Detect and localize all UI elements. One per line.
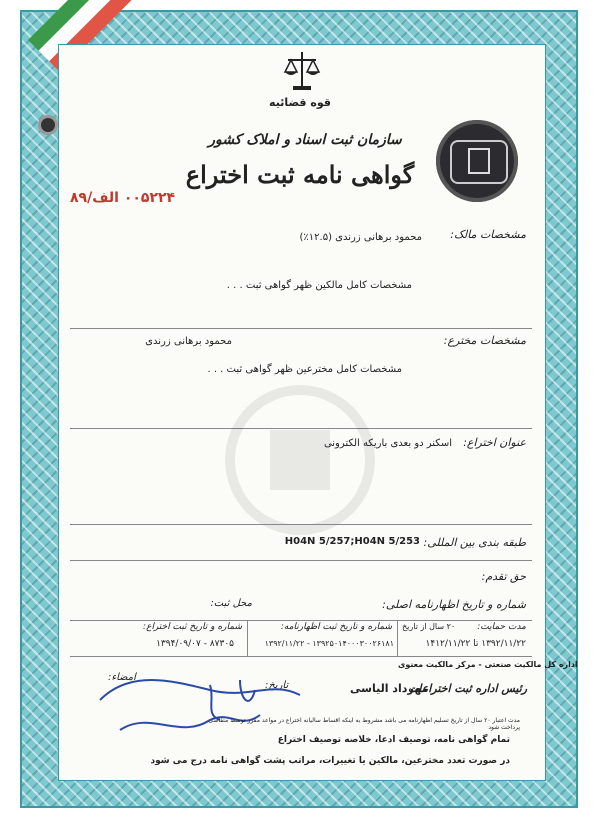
owner-label: مشخصات مالک: xyxy=(450,228,526,241)
application-cell xyxy=(247,620,398,656)
term-label: مدت حمایت: xyxy=(477,622,526,632)
owner-note: مشخصات کامل مالکین ظهر گواهی ثبت . . . xyxy=(226,280,412,291)
inventor-label: مشخصات مخترع: xyxy=(443,334,526,347)
classification-value: H04N 5/257;H04N 5/253 xyxy=(284,536,420,547)
registration-cell xyxy=(70,620,248,656)
term-dates: ۱۳۹۲/۱۱/۲۲ تا ۱۴۱۲/۱۱/۲۲ xyxy=(425,639,526,649)
classification-section xyxy=(70,524,532,561)
organization-name: سازمان ثبت اسناد و املاک کشور xyxy=(208,132,402,148)
scales-emblem-icon xyxy=(283,48,321,94)
certificate-title: گواهی نامه ثبت اختراع xyxy=(185,160,415,189)
registration-place-label: محل ثبت: xyxy=(210,598,252,609)
owner-name: محمود برهانی زرندی (۱۲.۵٪) xyxy=(299,232,422,243)
dates-grid xyxy=(70,620,532,657)
inventor-name: محمود برهانی زرندی xyxy=(145,336,232,347)
invention-title-value: اسکنر دو بعدی باریکه الکترونی xyxy=(323,438,452,449)
punch-hole xyxy=(38,115,58,135)
date-label: تاریخ: xyxy=(265,680,289,691)
application-value: ۱۳۹۲۵۰۱۴۰۰۰۳۰۰۲۶۱۸۱ - ۱۳۹۲/۱۱/۲۲ xyxy=(264,639,394,648)
classification-label: طبقه بندی بین المللی: xyxy=(423,536,526,549)
footer-note-1: تمام گواهی نامه، توصیف ادعا، خلاصه توصیف اختراع xyxy=(277,735,510,745)
term-value: ۲۰ سال از تاریخ xyxy=(402,622,456,631)
office-stamp: اداره کل مالکیت صنعتی - مرکز مالکیت معنوی xyxy=(398,660,578,669)
registration-value: ۸۷۳۰۵ - ۱۳۹۴/۰۹/۰۷ xyxy=(156,639,234,649)
origin-label: شماره و تاریخ اظهارنامه اصلی: xyxy=(382,598,526,611)
invention-title-label: عنوان اختراع: xyxy=(463,436,526,449)
official-seal-stamp xyxy=(436,120,518,202)
judiciary-label: قوه قضائیه xyxy=(269,96,331,109)
inventor-note: مشخصات کامل مخترعین ظهر گواهی ثبت . . . xyxy=(207,364,402,375)
registration-label: شماره و تاریخ ثبت اختراع: xyxy=(143,622,242,632)
term-cell xyxy=(397,620,532,656)
office-title: رئیس اداره ثبت اختراعات xyxy=(408,682,528,695)
origin-section xyxy=(70,592,532,621)
invention-title-section xyxy=(70,428,532,525)
priority-section xyxy=(70,560,532,592)
footer-note-2: در صورت تعدد مخترعین، مالکین یا تغییرات، مراتب پشت گواهی نامه درج می شود xyxy=(150,756,510,766)
owner-section xyxy=(70,222,532,329)
document-number: ۰۰۵۲۲۴ الف/۸۹ xyxy=(70,190,176,206)
priority-label: حق تقدم: xyxy=(481,570,526,583)
sign-label: امضاء: xyxy=(108,672,136,683)
validity-note: مدت اعتبار ۲۰ سال از تاریخ تسلیم اظهارنامه می باشد مشروط به اینکه اقساط سالیانه اختراع در مواعد مقرر توسط متقاضی پرداخت شود xyxy=(208,717,520,731)
application-label: شماره و تاریخ ثبت اظهارنامه: xyxy=(280,622,392,632)
signer-name: مهرداد الیاسی xyxy=(350,682,429,695)
